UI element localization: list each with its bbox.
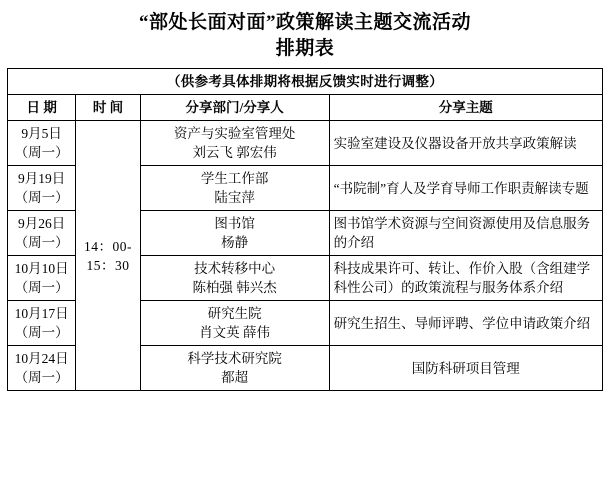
row-dept-speaker: 肖文英 薛伟 xyxy=(199,325,271,340)
row-dept xyxy=(140,346,329,391)
row-date-line-2: （周一） xyxy=(14,145,69,160)
row-date-line-1: 10月24日 xyxy=(14,351,69,366)
column-header-date: 日 期 xyxy=(8,95,76,121)
row-date xyxy=(8,121,76,166)
row-date xyxy=(8,166,76,211)
document-title-line-1: “部处长面对面”政策解读主题交流活动 xyxy=(138,12,471,33)
schedule-table xyxy=(7,68,603,391)
row-date xyxy=(8,301,76,346)
row-dept xyxy=(140,256,329,301)
row-dept xyxy=(140,121,329,166)
row-date-line-1: 9月26日 xyxy=(18,216,66,231)
row-topic: 图书馆学术资源与空间资源使用及信息服务的介绍 xyxy=(329,211,602,256)
row-dept xyxy=(140,211,329,256)
row-topic: 科技成果许可、转让、作价入股（含组建学科性公司）的政策流程与服务体系介绍 xyxy=(329,256,602,301)
table-note-row xyxy=(8,69,603,95)
row-date-line-2: （周一） xyxy=(14,280,69,295)
row-topic: 实验室建设及仪器设备开放共享政策解读 xyxy=(329,121,602,166)
row-date-line-2: （周一） xyxy=(14,325,69,340)
row-dept-speaker: 陈柏强 韩兴杰 xyxy=(192,280,277,295)
row-dept-name: 资产与实验室管理处 xyxy=(173,126,296,141)
row-dept-speaker: 陆宝萍 xyxy=(214,190,255,205)
row-dept-name: 学生工作部 xyxy=(200,171,269,186)
time-cell: 14：00-15：30 xyxy=(76,121,140,391)
row-date-line-2: （周一） xyxy=(14,190,69,205)
row-dept-name: 研究生院 xyxy=(207,306,262,321)
row-topic: “书院制”育人及学育导师工作职责解读专题 xyxy=(329,166,602,211)
schedule-note: （供参考具体排期将根据反馈实时进行调整） xyxy=(8,69,603,95)
column-header-dept: 分享部门/分享人 xyxy=(140,95,329,121)
row-dept xyxy=(140,166,329,211)
column-header-time: 时 间 xyxy=(76,95,140,121)
row-dept-name: 科学技术研究院 xyxy=(187,351,282,366)
row-dept-speaker: 杨静 xyxy=(221,235,249,250)
row-dept xyxy=(140,301,329,346)
row-date xyxy=(8,346,76,391)
row-dept-speaker: 都超 xyxy=(221,370,249,385)
row-topic: 国防科研项目管理 xyxy=(329,346,602,391)
row-date-line-1: 10月10日 xyxy=(14,261,69,276)
row-topic: 研究生招生、导师评聘、学位申请政策介绍 xyxy=(329,301,602,346)
document-title-line-2: 排期表 xyxy=(275,38,335,59)
row-dept-speaker: 刘云飞 郭宏伟 xyxy=(192,145,277,160)
row-date xyxy=(8,256,76,301)
row-date-line-2: （周一） xyxy=(14,235,69,250)
row-date xyxy=(8,211,76,256)
row-date-line-1: 9月19日 xyxy=(18,171,66,186)
column-header-topic: 分享主题 xyxy=(329,95,602,121)
row-date-line-2: （周一） xyxy=(14,370,69,385)
table-header-row xyxy=(8,95,603,121)
row-date-line-1: 10月17日 xyxy=(14,306,69,321)
row-date-line-1: 9月5日 xyxy=(21,126,62,141)
table-row xyxy=(8,121,603,166)
row-dept-name: 图书馆 xyxy=(214,216,255,231)
row-dept-name: 技术转移中心 xyxy=(194,261,276,276)
document-title-block xyxy=(0,0,610,62)
